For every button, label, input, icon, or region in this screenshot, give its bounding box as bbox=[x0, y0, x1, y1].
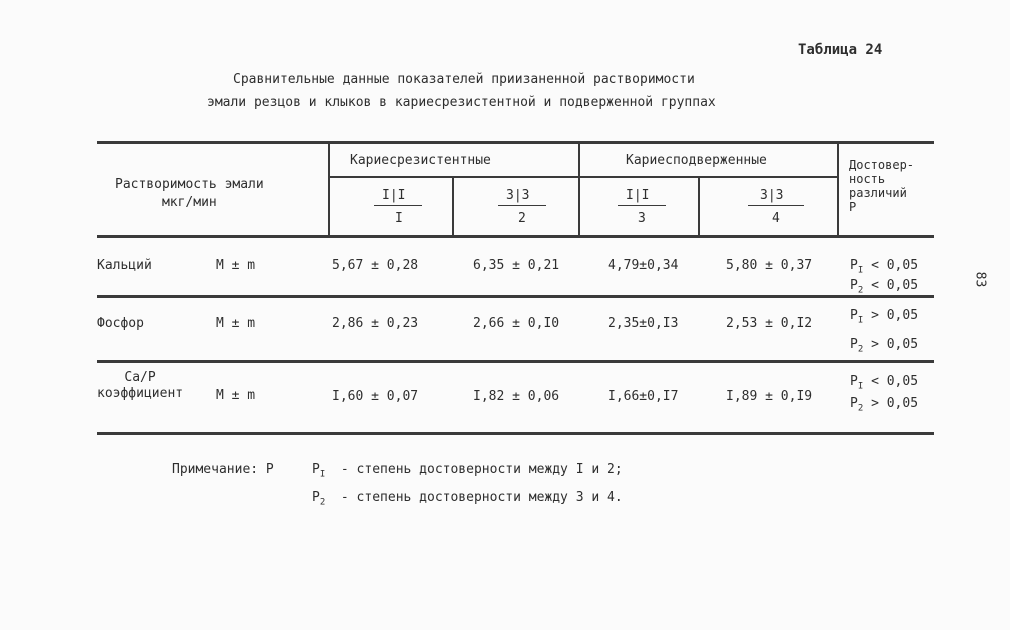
table-row-calcium-p2: $Р_2 < 0,05$ bbox=[850, 278, 919, 296]
col2-fraction-line bbox=[498, 205, 546, 206]
header-vline-5 bbox=[837, 144, 839, 236]
note-line1-text: - степень достоверности между I и 2; bbox=[340, 462, 623, 477]
note-line1: $Р_I$ - степень достоверности между I и 2; bbox=[312, 462, 623, 480]
table-row-phosphorus-v1: 2,86 ± 0,23 bbox=[332, 316, 419, 331]
col1-bottom: I bbox=[395, 211, 403, 226]
table-row-ratio-p1-value: < 0,05 bbox=[871, 374, 919, 389]
table-row-phosphorus-v2: 2,66 ± 0,I0 bbox=[473, 316, 560, 331]
table-row-phosphorus-p1-value: > 0,05 bbox=[871, 308, 919, 323]
group-a-header: Кариесрезистентные bbox=[350, 153, 491, 168]
side-page-number: 83 bbox=[972, 271, 988, 288]
table-row-calcium-v2: 6,35 ± 0,21 bbox=[473, 258, 560, 273]
header-vline-3 bbox=[578, 144, 580, 236]
table-row-phosphorus-v3: 2,35±0,I3 bbox=[608, 316, 679, 331]
table-label: Таблица 24 bbox=[798, 42, 883, 58]
table-row-phosphorus-v4: 2,53 ± 0,I2 bbox=[726, 316, 813, 331]
table-title-line2: эмали резцов и клыков в кариесрезистентной и подверженной группах bbox=[207, 95, 716, 110]
note-line2: $Р_2$ - степень достоверности между 3 и 4. bbox=[312, 490, 623, 508]
table-row-calcium-v4: 5,80 ± 0,37 bbox=[726, 258, 813, 273]
table-row-phosphorus-name: Фосфор bbox=[97, 316, 144, 331]
reliability-header: Достовер- ность различий Р bbox=[849, 158, 915, 214]
header-bottom-rule bbox=[97, 235, 934, 238]
table-row-phosphorus-p2-value: > 0,05 bbox=[871, 337, 919, 352]
table-row-ratio-v4: I,89 ± 0,I9 bbox=[726, 389, 813, 404]
table-row-calcium-p1-value: < 0,05 bbox=[871, 258, 919, 273]
header-vline-2 bbox=[452, 178, 454, 236]
table-row-ratio-p1: $Р_I < 0,05$ bbox=[850, 374, 919, 392]
group-divider-line bbox=[330, 176, 838, 178]
table-row-calcium-stat: М ± m bbox=[216, 258, 256, 273]
table-row-calcium-p2-value: < 0,05 bbox=[871, 278, 919, 293]
table-row-ratio-v2: I,82 ± 0,06 bbox=[473, 389, 560, 404]
col3-fraction-line bbox=[618, 205, 666, 206]
col4-top: 3|3 bbox=[760, 188, 784, 203]
table-row-ratio-v3: I,66±0,I7 bbox=[608, 389, 679, 404]
table-title-line1: Сравнительные данные показателей приизаненной растворимости bbox=[233, 72, 695, 87]
col2-top: 3|3 bbox=[506, 188, 530, 203]
table-row-calcium-p1: $Р_I < 0,05$ bbox=[850, 258, 919, 276]
header-vline-4 bbox=[698, 178, 700, 236]
col4-fraction-line bbox=[748, 205, 804, 206]
table-bottom-rule bbox=[97, 432, 934, 435]
col1-fraction-line bbox=[374, 205, 422, 206]
table-row-calcium-v3: 4,79±0,34 bbox=[608, 258, 679, 273]
table-row-ratio-p2-value: > 0,05 bbox=[871, 396, 919, 411]
header-vline-1 bbox=[328, 144, 330, 236]
table-row-ratio-stat: М ± m bbox=[216, 388, 256, 403]
col2-bottom: 2 bbox=[518, 211, 526, 226]
table-row-ratio-name: Са/Р коэффициент bbox=[97, 370, 184, 401]
table-row-phosphorus-p2: $Р_2 > 0,05$ bbox=[850, 337, 919, 355]
table-top-rule bbox=[97, 141, 934, 144]
group-b-header: Кариесподверженные bbox=[626, 153, 767, 168]
table-row-calcium-v1: 5,67 ± 0,28 bbox=[332, 258, 419, 273]
col1-top: I|I bbox=[382, 188, 406, 203]
param-header: Растворимость эмали мкг/мин bbox=[115, 177, 264, 210]
note-line2-text: - степень достоверности между 3 и 4. bbox=[340, 490, 623, 505]
table-row-phosphorus-p1: $Р_I > 0,05$ bbox=[850, 308, 919, 326]
table-row-ratio-p2: $Р_2 > 0,05$ bbox=[850, 396, 919, 414]
row1-rule bbox=[97, 295, 934, 298]
col4-bottom: 4 bbox=[772, 211, 780, 226]
col3-top: I|I bbox=[626, 188, 650, 203]
col3-bottom: 3 bbox=[638, 211, 646, 226]
table-row-calcium-name: Кальций bbox=[97, 258, 152, 273]
note-label: Примечание: Р bbox=[172, 462, 274, 477]
table-row-phosphorus-stat: М ± m bbox=[216, 316, 256, 331]
row2-rule bbox=[97, 360, 934, 363]
table-row-ratio-v1: I,60 ± 0,07 bbox=[332, 389, 419, 404]
